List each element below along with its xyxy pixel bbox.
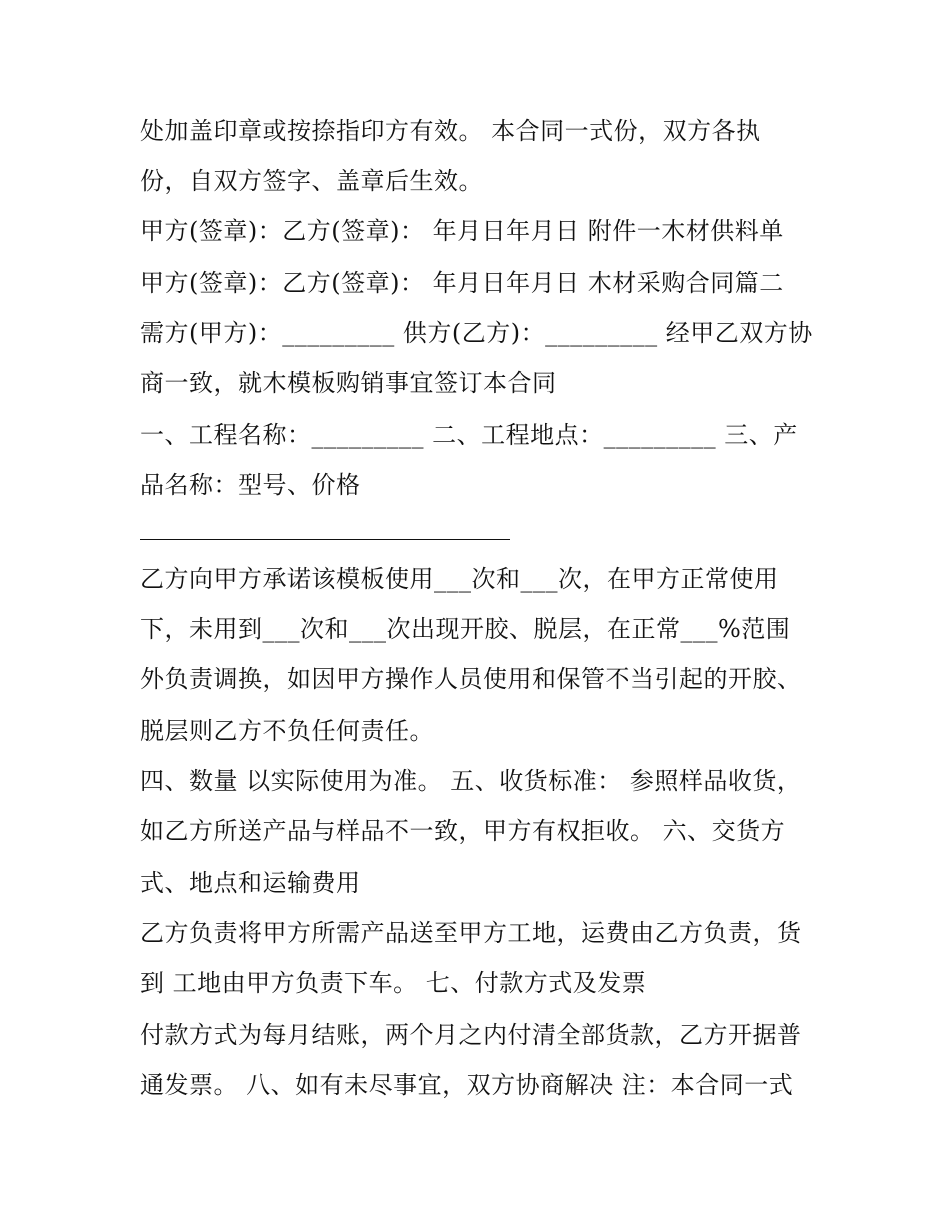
text-line: 四、数量 以实际使用为准。 五、收货标准： 参照样品收货， <box>140 767 802 795</box>
text-line: 甲方(签章)：乙方(签章)： 年月日年月日 附件一木材供料单 <box>140 217 784 245</box>
text-line: 乙方负责将甲方所需产品送至甲方工地，运费由乙方负责，货 <box>140 919 802 947</box>
text-line: 乙方向甲方承诺该模板使用___次和___次，在甲方正常使用 <box>140 565 779 593</box>
text-line: 脱层则乙方不负任何责任。 <box>140 717 434 745</box>
text-line: 付款方式为每月结账，两个月之内付清全部货款，乙方开据普 <box>140 1021 802 1049</box>
text-line: 甲方(签章)：乙方(签章)： 年月日年月日 木材采购合同篇二 <box>140 269 784 297</box>
text-line: 需方(甲方)：_________ 供方(乙方)：_________ 经甲乙双方协 <box>140 319 813 347</box>
blank-rule-line <box>140 539 510 540</box>
text-line: 品名称：型号、价格 <box>140 471 361 499</box>
text-line: 份，自双方签字、盖章后生效。 <box>140 167 483 195</box>
text-line: 下，未用到___次和___次出现开胶、脱层，在正常___%范围 <box>140 615 791 643</box>
text-line: 一、工程名称：_________ 二、工程地点：_________ 三、产 <box>140 421 798 449</box>
text-line: 通发票。 八、如有未尽事宜，双方协商解决 注：本合同一式 <box>140 1071 794 1099</box>
text-line: 式、地点和运输费用 <box>140 869 361 897</box>
text-line: 商一致，就木模板购销事宜签订本合同 <box>140 369 557 397</box>
text-line: 处加盖印章或按捺指印方有效。 本合同一式份，双方各执 <box>140 117 761 145</box>
text-line: 如乙方所送产品与样品不一致，甲方有权拒收。 六、交货方 <box>140 817 786 845</box>
text-line: 外负责调换，如因甲方操作人员使用和保管不当引起的开胶、 <box>140 665 802 693</box>
text-line: 到 工地由甲方负责下车。 七、付款方式及发票 <box>140 969 647 997</box>
